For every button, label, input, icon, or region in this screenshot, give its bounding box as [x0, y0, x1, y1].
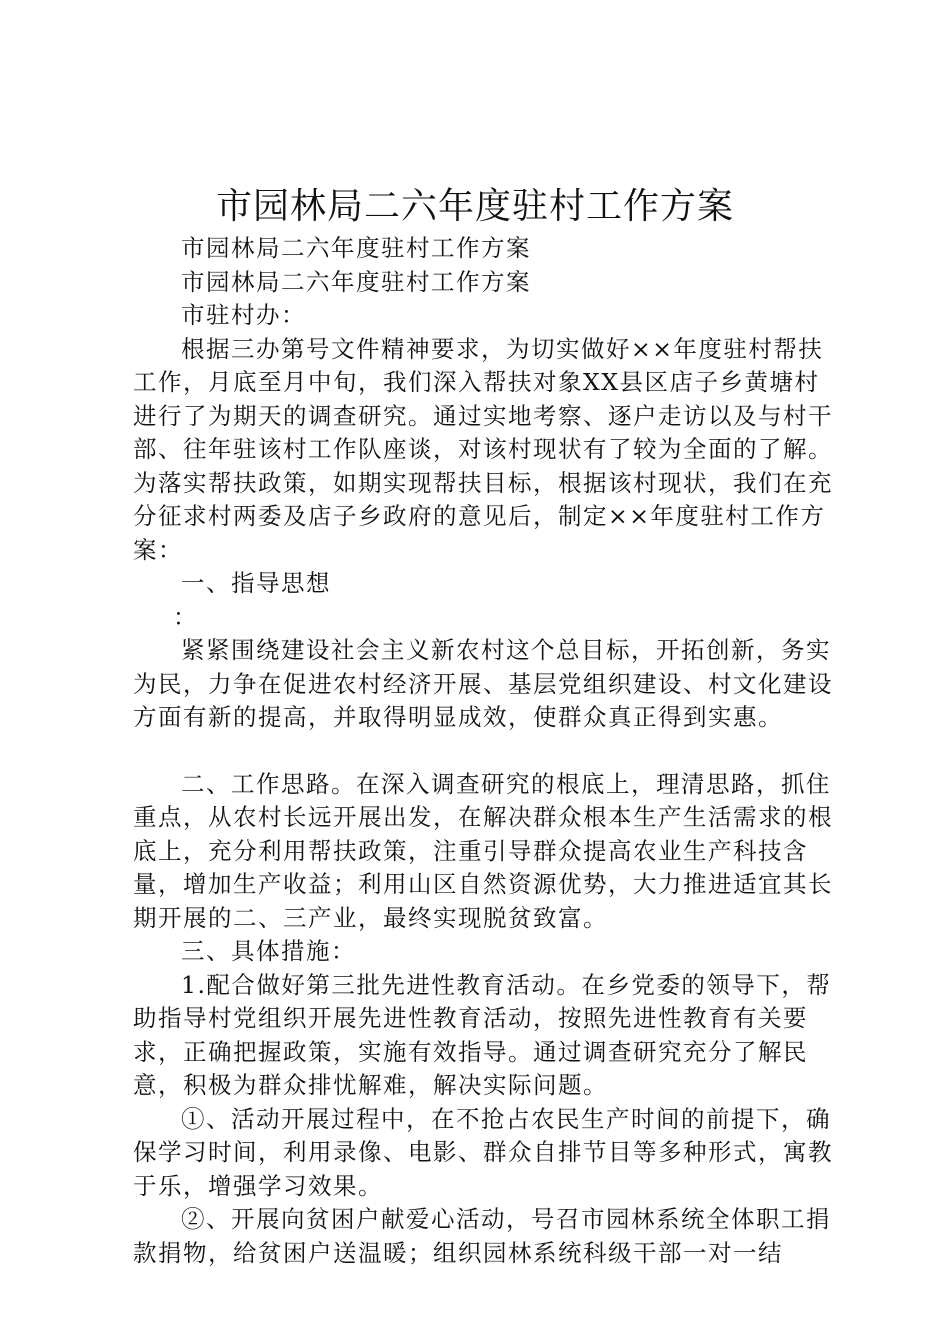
document-title: 市园林局二六年度驻村工作方案 — [215, 186, 734, 227]
paragraph-measure-1a: ①、活动开展过程中，在不抢占农民生产时间的前提下，确保学习时间，利用录像、电影、群众自排节目等多种形式，寓教于乐，增强学习效果。 — [133, 1104, 833, 1200]
paragraph-measure-1b: ②、开展向贫困户献爱心活动，号召市园林系统全体职工捐款捐物，给贫困户送温暖；组织园林系统科级干部一对一结 — [133, 1205, 831, 1267]
paragraph-colon: ： — [173, 602, 198, 631]
paragraph-ideology: 紧紧围绕建设社会主义新农村这个总目标，开拓创新，务实为民，力争在促进农村经济开展、基层党组织建设、村文化建设方面有新的提高，并取得明显成效，使群众真正得到实惠。 — [133, 636, 833, 731]
blank-line — [133, 735, 833, 768]
document-body — [133, 232, 833, 1270]
paragraph-intro: 根据三办第号文件精神要求，为切实做好××年度驻村帮扶工作，月底至月中旬，我们深入帮扶对象XX县区店子乡黄塘村进行了为期天的调查研究。通过实地考察、逐户走访以及与村干部、往年驻该村工作队座谈，对该村现状有了较为全面的了解。为落实帮扶政策，如期实现帮扶目标，根据该村现状，我们在充分征求村两委及店子乡政府的意见后，制定××年度驻村工作方案： — [133, 334, 833, 564]
paragraph-work-approach: 二、工作思路。在深入调查研究的根底上，理清思路，抓住重点，从农村长远开展出发，在解决群众根本生产生活需求的根底上，充分利用帮扶政策，注重引导群众提高农业生产科技含量，增加生产收益；利用山区自然资源优势，大力推进适宜其长期开展的二、三产业，最终实现脱贫致富。 — [133, 769, 833, 932]
paragraph-addressee: 市驻村办： — [181, 301, 306, 329]
paragraph-subtitle-1: 市园林局二六年度驻村工作方案 — [181, 234, 531, 262]
heading-measures: 三、具体措施： — [181, 937, 356, 965]
paragraph-subtitle-2: 市园林局二六年度驻村工作方案 — [181, 267, 531, 296]
paragraph-measure-1: 1.配合做好第三批先进性教育活动。在乡党委的领导下，帮助指导村党组织开展先进性教育活动，按照先进性教育有关要求，正确把握政策，实施有效指导。通过调查研究充分了解民意，积极为群众排忧解难，解决实际问题。 — [133, 970, 832, 1099]
heading-guiding-ideology: 一、指导思想 — [181, 569, 331, 597]
